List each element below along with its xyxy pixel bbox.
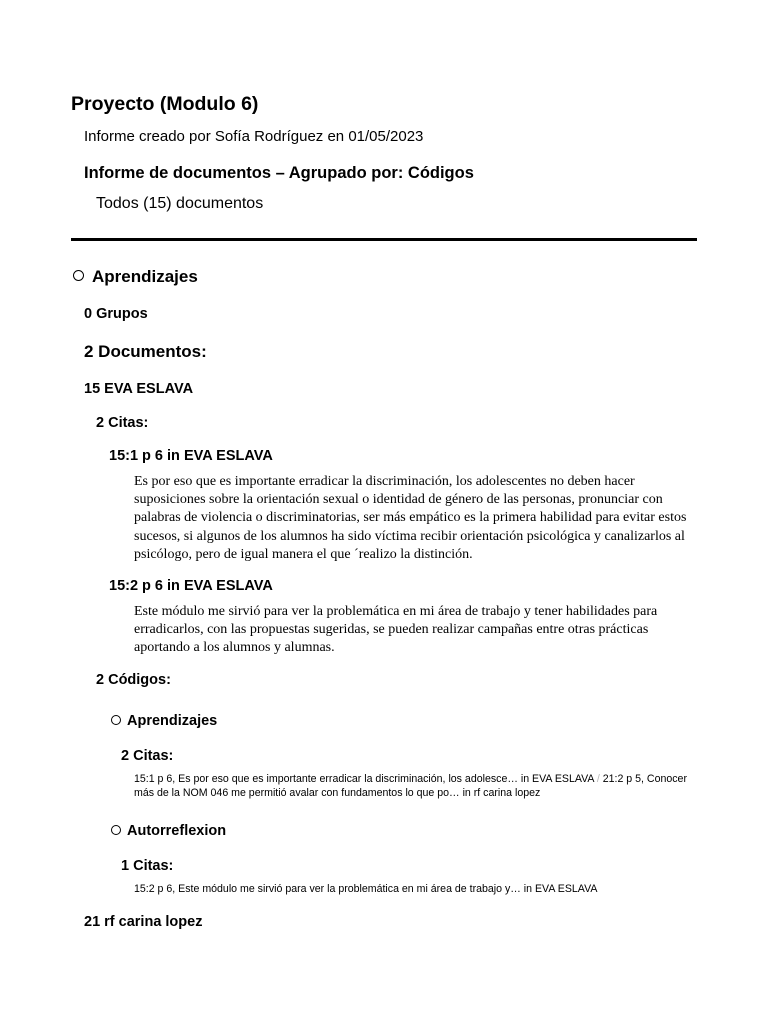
quotation-reference-list — [134, 772, 699, 800]
document-heading: 15 EVA ESLAVA — [84, 381, 194, 397]
report-title: Informe de documentos – Agrupado por: Códigos — [84, 164, 474, 182]
quote-text: Es por eso que es importante erradicar la discriminación, los adolescentes no deben hacer suposiciones sobre la orientación sexual o identidad de género de las personas, pronunciar con palabras de violencia o discriminatorias, ser más empático es la primera habilidad para evitar estos sucesos, si algunos de los alumnos ha sido víctima recibir orientación psicológica y canalizarlos al psicólogo, pero de igual manera el que ´realizo la distinción. — [134, 474, 687, 562]
citas-count: 2 Citas: — [121, 748, 174, 764]
reference-separator: / — [596, 773, 600, 785]
circle-bullet-icon — [111, 825, 121, 835]
code-heading: Aprendizajes — [92, 267, 198, 286]
circle-bullet-icon — [111, 715, 121, 725]
quotation-reference: 15:2 p 6, Este módulo me sirvió para ver la problemática en mi área de trabajo y… in EVA ESLAVA — [134, 883, 598, 895]
circle-bullet-icon — [73, 270, 84, 281]
quotation-reference: 21:2 p 5, Conocer más de la NOM 046 me permitió avalar con fundamentos lo que po… in rf carina lopez — [134, 773, 687, 799]
code-heading: Aprendizajes — [127, 713, 218, 729]
codigos-count: 2 Códigos: — [96, 672, 171, 688]
documents-heading: 2 Documentos: — [84, 342, 207, 361]
citas-count: 2 Citas: — [96, 415, 149, 431]
page-title: Proyecto (Modulo 6) — [71, 93, 259, 115]
document-heading: 21 rf carina lopez — [84, 914, 203, 930]
report-author-date: Informe creado por Sofía Rodríguez en 01/05/2023 — [84, 128, 424, 145]
quote-heading: 15:2 p 6 in EVA ESLAVA — [109, 578, 273, 594]
citas-count: 1 Citas: — [121, 858, 174, 874]
report-scope: Todos (15) documentos — [96, 195, 264, 212]
quotation-reference: 15:1 p 6, Es por eso que es importante erradicar la discriminación, los adolesce… in EVA ESLAVA — [134, 773, 594, 785]
code-heading: Autorreflexion — [127, 823, 227, 839]
quote-heading: 15:1 p 6 in EVA ESLAVA — [109, 448, 273, 464]
groups-count: 0 Grupos — [84, 306, 148, 322]
quote-text: Este módulo me sirvió para ver la problemática en mi área de trabajo y tener habilidades para erradicarlos, con las propuestas sugeridas, se pueden realizar campañas entre otras prácticas aportando a los alumnos y alumnas. — [134, 604, 658, 656]
header-divider — [71, 238, 697, 241]
